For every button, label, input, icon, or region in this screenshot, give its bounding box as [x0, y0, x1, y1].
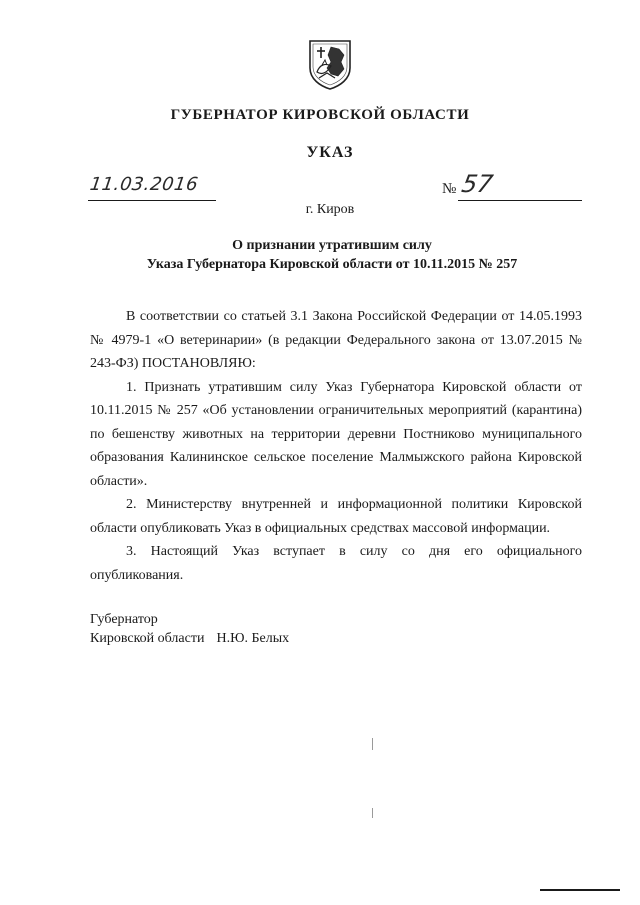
footer-rule — [540, 889, 620, 891]
number-field — [458, 170, 582, 201]
paragraph-preamble: В соответствии со статьей 3.1 Закона Российской Федерации от 14.05.1993 № 4979-1 «О ветеринарии» (в редакции Федерального закона от 13.07.2015 № 243-ФЗ) ПОСТАНОВЛЯЮ: — [90, 309, 582, 371]
paragraph-item-2: 2. Министерству внутренней и информационной политики Кировской области опубликовать Указ в официальных средствах массовой информации. — [90, 497, 582, 536]
place-of-issue: г. Киров — [305, 202, 355, 217]
number-label: № — [442, 181, 457, 197]
signature-title-2: Кировской области — [90, 631, 205, 646]
document-title — [0, 236, 640, 274]
date-field — [88, 176, 216, 201]
paragraph-item-3: 3. Настоящий Указ вступает в силу со дня его официального опубликования. — [90, 544, 582, 583]
signature-line — [90, 629, 289, 648]
title-line-1: О признании утратившим силу — [232, 238, 432, 253]
signatory-name: Н.Ю. Белых — [216, 631, 290, 646]
issuing-authority: ГУБЕРНАТОР КИРОВСКОЙ ОБЛАСТИ — [170, 107, 470, 123]
signature-title-1: Губернатор — [90, 612, 158, 627]
scan-mark — [372, 738, 373, 750]
coat-of-arms-icon — [307, 38, 353, 90]
handwritten-date: 11.03.2016 — [88, 174, 200, 195]
title-line-2: Указа Губернатора Кировской области от 10.11.2015 № 257 — [146, 257, 518, 272]
document-type: УКАЗ — [306, 144, 354, 161]
document-body — [90, 305, 582, 587]
signature-block — [90, 610, 289, 648]
paragraph-item-1: 1. Признать утратившим силу Указ Губернатора Кировской области от 10.11.2015 № 257 «Об установлении ограничительных мероприятий (карантина) по бешенству животных на территории деревни Постниково муниципального образования Калининское сельское поселение Малмыжского района Кировской области». — [90, 379, 582, 489]
scan-mark — [372, 808, 373, 818]
handwritten-number: 57 — [459, 170, 496, 198]
